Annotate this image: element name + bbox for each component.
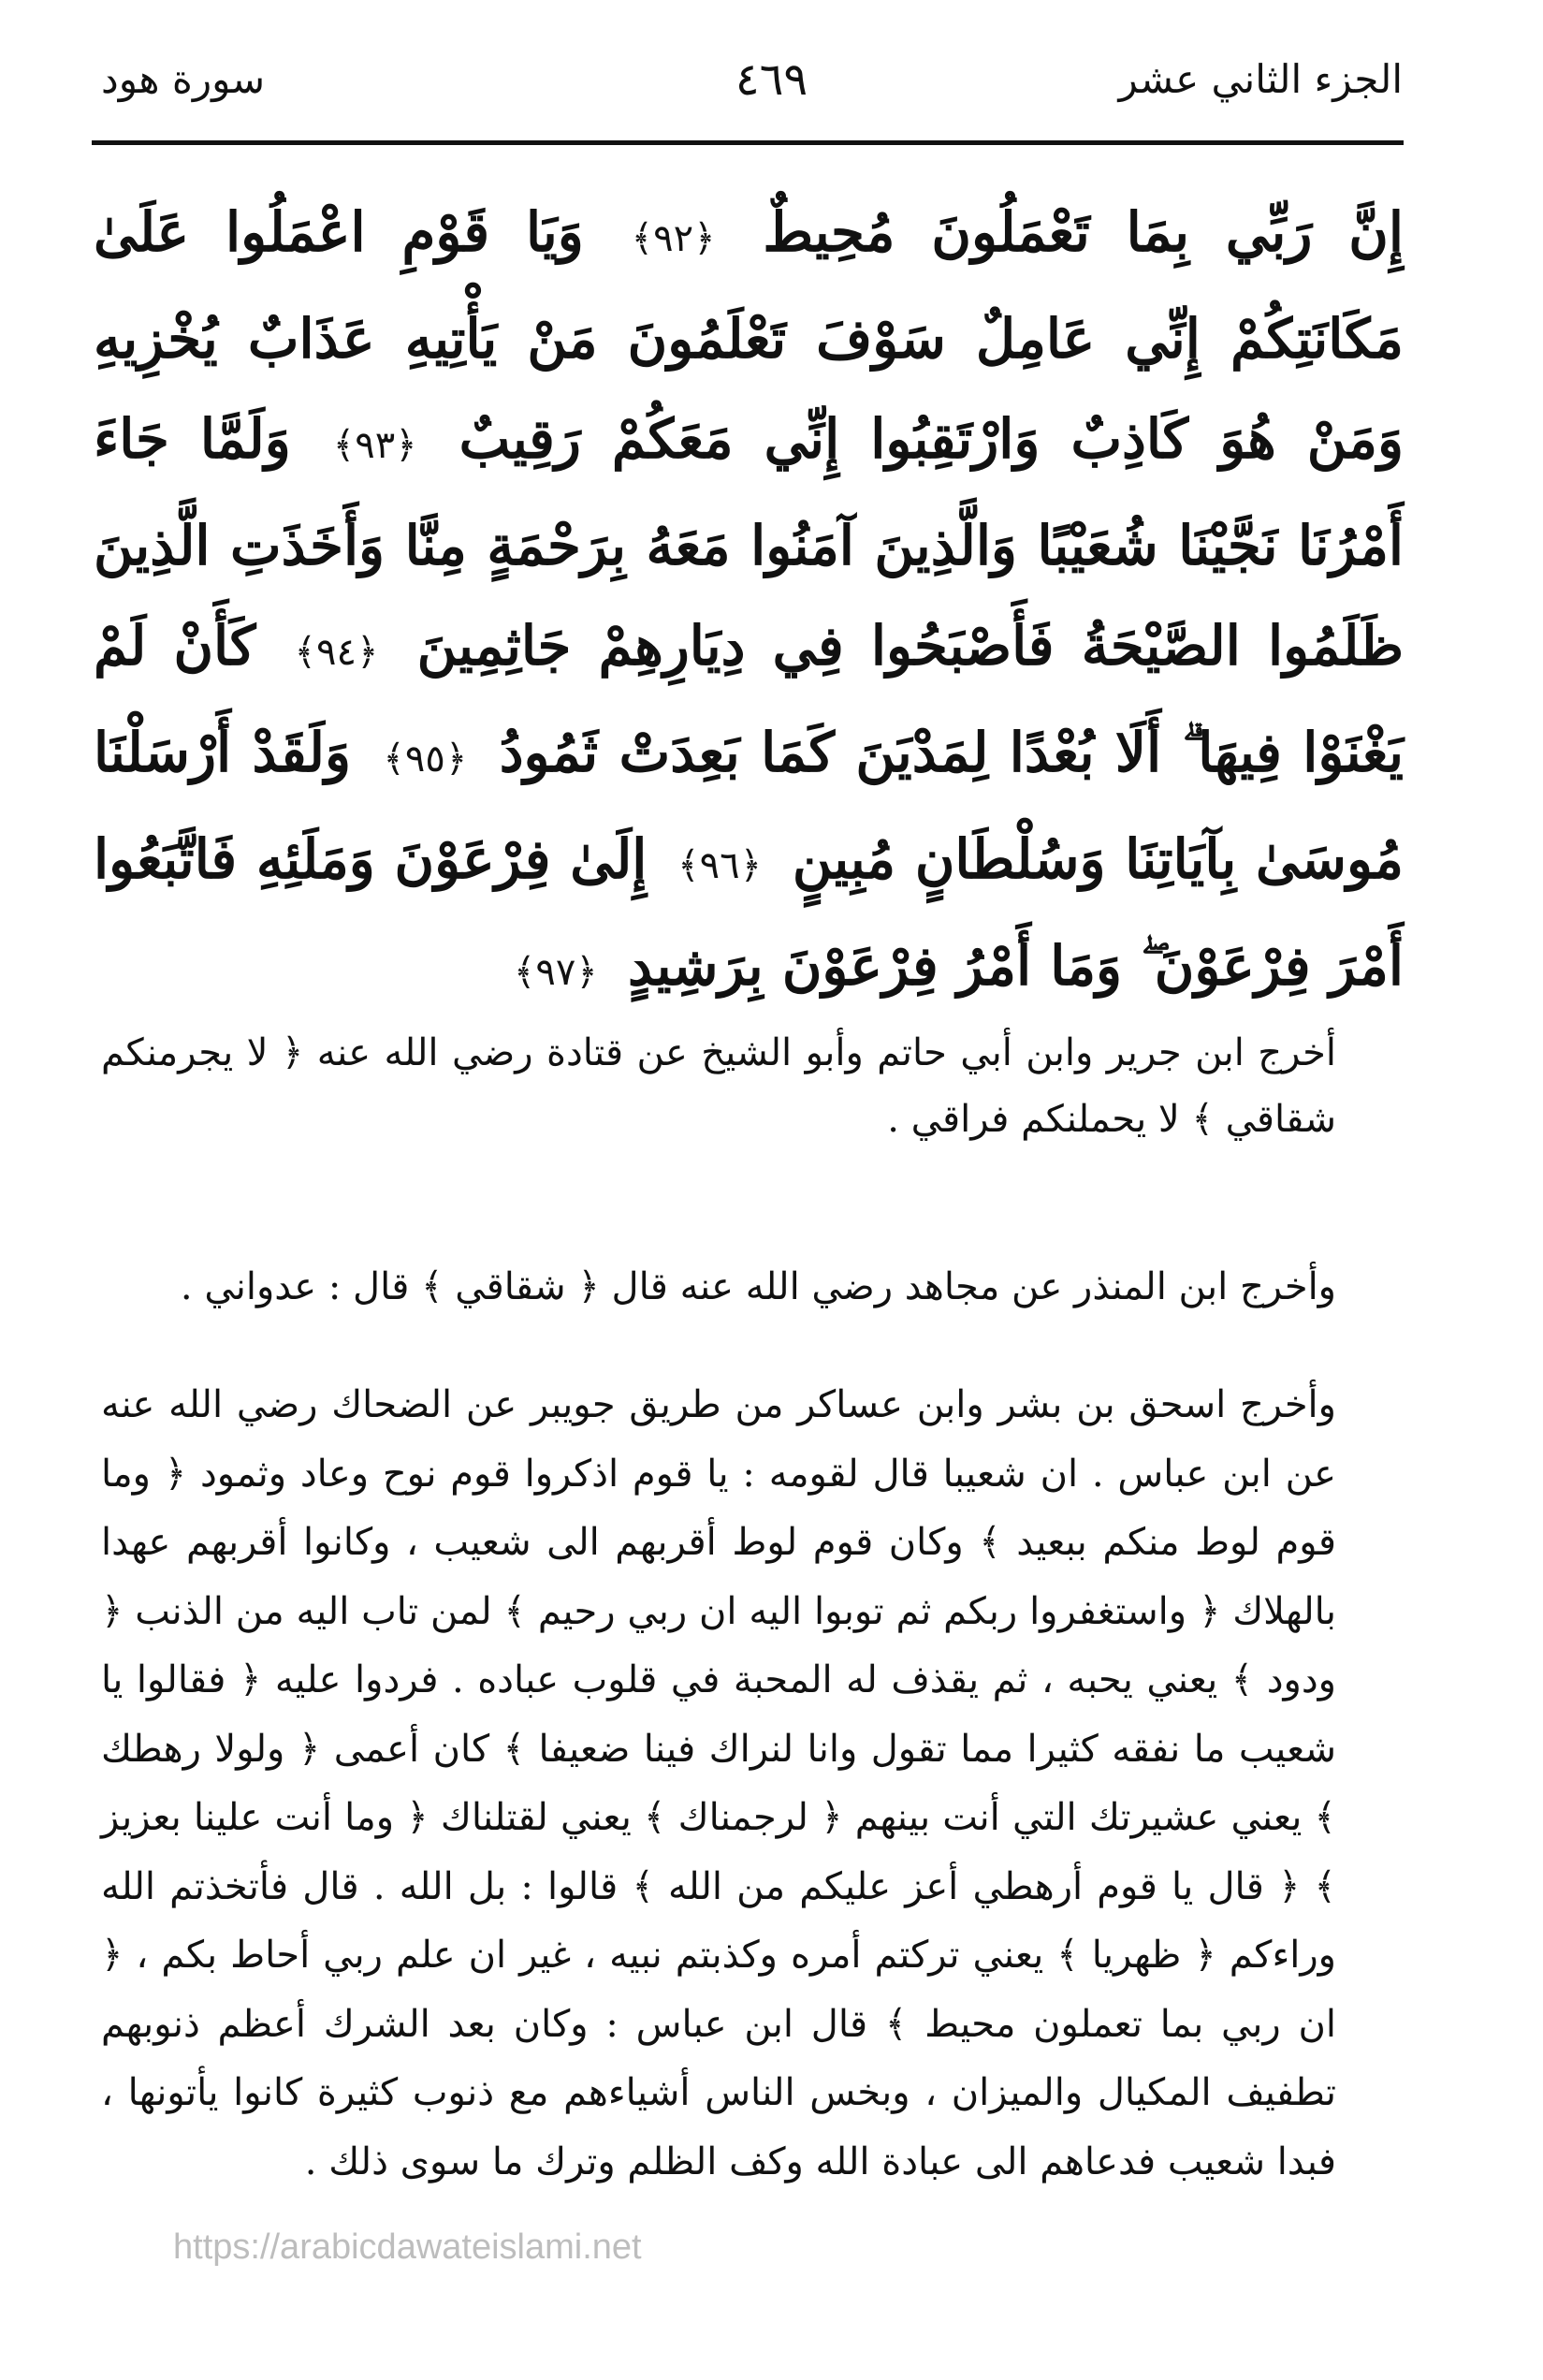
commentary-paragraph-2: وأخرج ابن المنذر عن مجاهد رضي الله عنه قال ﴿ شقاقي ﴾ قال : عدواني .: [180, 1265, 1336, 1308]
commentary-paragraph-1: أخرج ابن جرير وابن أبي حاتم وأبو الشيخ عن قتادة رضي الله عنه ﴿ لا يجرمنكم شقاقي ﴾ لا يحملنكم فراقي .: [101, 1031, 1336, 1141]
ayah-marker-93: ﴿٩٣﴾: [332, 424, 417, 467]
header-divider: [92, 140, 1404, 145]
verse-94-text: وَلَمَّا جَاءَ أَمْرُنَا نَجَّيْنَا شُعَيْبًا وَالَّذِينَ آمَنُوا مَعَهُ بِرَحْمَةٍ مِنَّا وَأَخَذَتِ الَّذِينَ ظَلَمُوا الصَّيْحَةُ فَأَصْبَحُوا فِي دِيَارِهِمْ جَاثِمِينَ: [94, 407, 1404, 678]
surah-header: سورة هود: [101, 56, 266, 102]
verse-92-text: إِنَّ رَبِّي بِمَا تَعْمَلُونَ مُحِيطٌ: [763, 200, 1404, 264]
verse-96-text: وَلَقَدْ أَرْسَلْنَا مُوسَىٰ بِآيَاتِنَا وَسُلْطَانٍ مُبِينٍ: [94, 721, 1404, 891]
quran-text-block: [94, 183, 1404, 1023]
page-number: ٤٦٩: [735, 53, 808, 106]
ayah-marker-95: ﴿٩٥﴾: [383, 737, 468, 781]
ayah-marker-94: ﴿٩٤﴾: [294, 631, 379, 674]
ayah-marker-92: ﴿٩٢﴾: [631, 217, 716, 260]
juz-header: الجزء الثاني عشر: [1118, 56, 1403, 102]
commentary-paragraph-3: وأخرج اسحق بن بشر وابن عساكر من طريق جويبر عن الضحاك رضي الله عنه عن ابن عباس . ان شعيبا قال لقومه : يا قوم اذكروا قوم نوح وعاد وثمود ﴿ وما قوم لوط منكم ببعيد ﴾ وكان قوم لوط أقربهم الى شعيب ، وكانوا أقربهم عهدا بالهلاك ﴿ واستغفروا ربكم ثم توبوا اليه ان ربي رحيم ﴾ لمن تاب اليه من الذنب ﴿ ودود ﴾ يعني يحبه ، ثم يقذف له المحبة في قلوب عباده . فردوا عليه ﴿ فقالوا يا شعيب ما نفقه كثيرا مما تقول وانا لنراك فينا ضعيفا ﴾ كان أعمى ﴿ ولولا رهطك ﴾ يعني عشيرتك التي أنت بينهم ﴿ لرجمناك ﴾ يعني لقتلناك ﴿ وما أنت علينا بعزيز ﴾ ﴿ قال يا قوم أرهطي أعز عليكم من الله ﴾ قالوا : بل الله . قال فأتخذتم الله وراءكم ﴿ ظهريا ﴾ يعني تركتم أمره وكذبتم نبيه ، غير ان علم ربي أحاط بكم ، ﴿ ان ربي بما تعملون محيط ﴾ قال ابن عباس : وكان بعد الشرك أعظم ذنوبهم تطفيف المكيال والميزان ، وبخس الناس أشياءهم مع ذنوب كثيرة كانوا يأتونها ، فبدا شعيب فدعاهم الى عبادة الله وكف الظلم وترك ما سوى ذلك .: [101, 1383, 1336, 2183]
watermark-url: https://arabicdawateislami.net: [173, 2227, 642, 2267]
verse-97-text: إِلَىٰ فِرْعَوْنَ وَمَلَئِهِ فَاتَّبَعُوا أَمْرَ فِرْعَوْنَ ۖ وَمَا أَمْرُ فِرْعَوْنَ بِرَشِيدٍ: [94, 827, 1404, 998]
verse-95-text: كَأَنْ لَمْ يَغْنَوْا فِيهَا ۗ أَلَا بُعْدًا لِمَدْيَنَ كَمَا بَعِدَتْ ثَمُودُ: [94, 614, 1404, 784]
ayah-marker-96: ﴿٩٦﴾: [677, 844, 763, 887]
ayah-marker-97: ﴿٩٧﴾: [513, 951, 598, 994]
verse-93-text: وَيَا قَوْمِ اعْمَلُوا عَلَىٰ مَكَانَتِكُمْ إِنِّي عَامِلٌ سَوْفَ تَعْلَمُونَ مَنْ يَأْتِيهِ عَذَابٌ يُخْزِيهِ وَمَنْ هُوَ كَاذِبٌ وَارْتَقِبُوا إِنِّي مَعَكُمْ رَقِيبٌ: [94, 200, 1405, 471]
